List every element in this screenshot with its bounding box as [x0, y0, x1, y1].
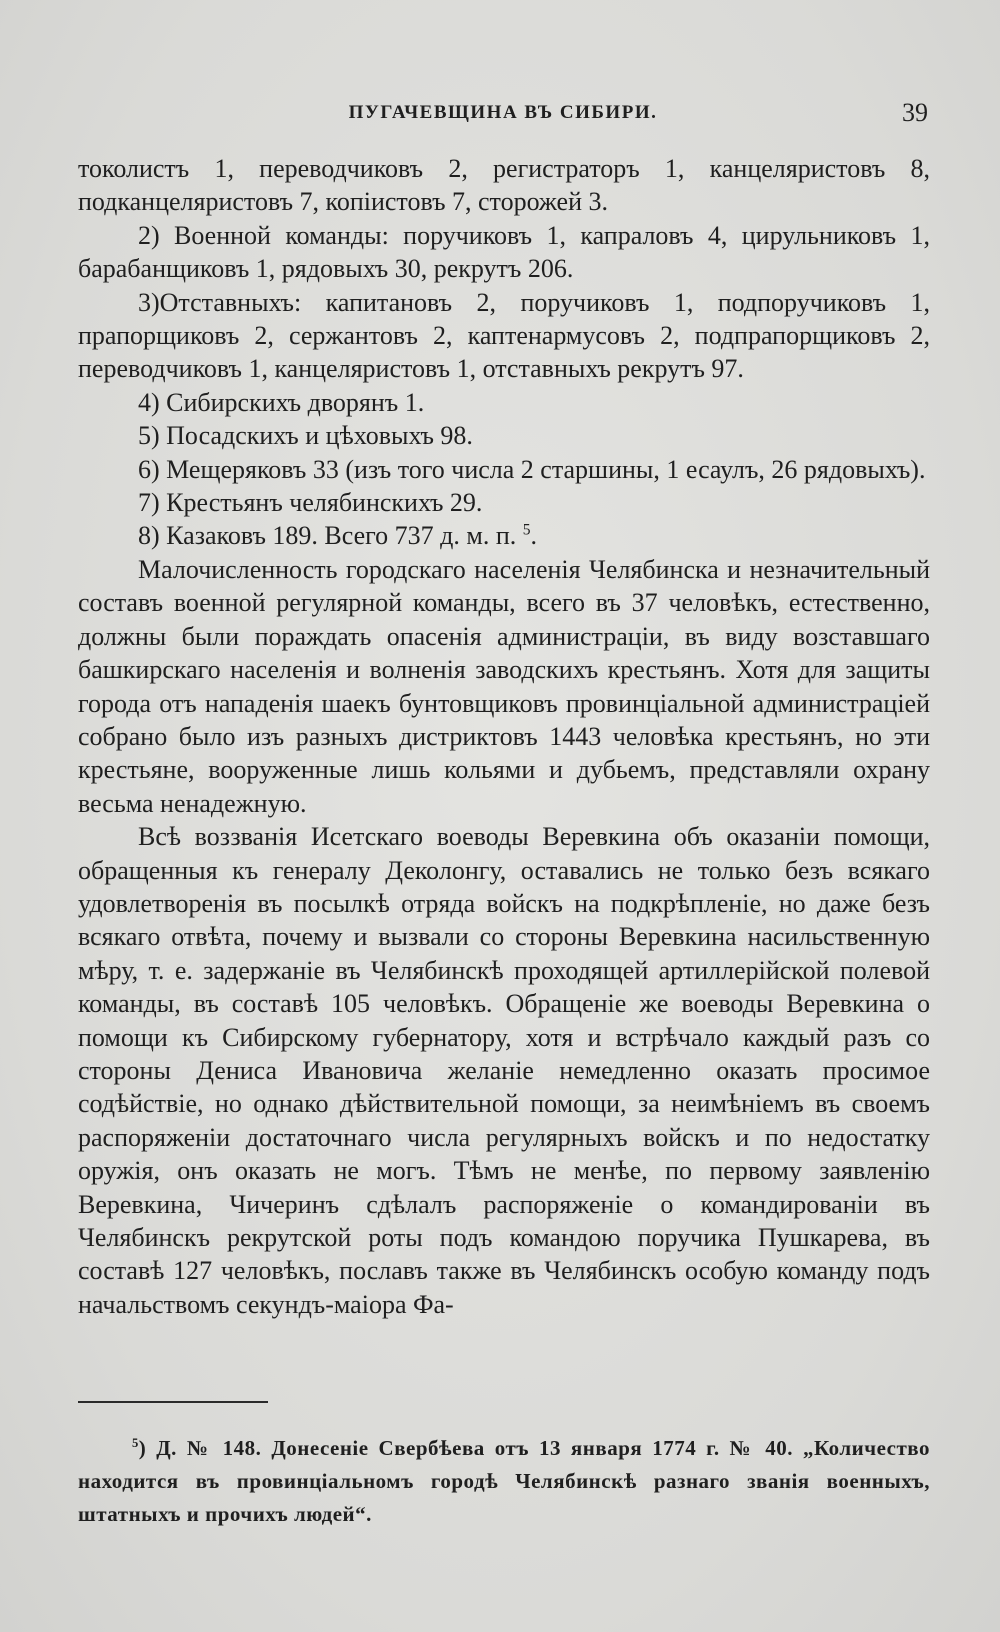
footnote-reference[interactable]: 5	[522, 521, 531, 539]
list-item-8-end: .	[530, 521, 538, 551]
list-item-8-text: 8) Казаковъ 189. Всего 737 д. м. п.	[138, 521, 517, 551]
list-item: 6) Мещеряковъ 33 (изъ того числа 2 старшины, 1 есаулъ, 26 рядовыхъ).	[138, 454, 926, 484]
list-item: 7) Крестьянъ челябинскихъ 29.	[138, 488, 483, 518]
running-title: ПУГАЧЕВЩИНА ВЪ СИБИРИ.	[348, 102, 658, 123]
footnote-marker: 5	[132, 1436, 139, 1450]
list-item-8	[78, 519, 930, 552]
paragraph: Малочисленность городскаго населенiя Челябинска и незначительный составъ военной регулярной команды, всего въ 37 человѣкъ, естественно, должны были пораждать опасенiя администрацiи, въ виду возставшаго башкирскаго населенiя и волненiя заводскихъ крестьянъ. Хотя для защиты города отъ нападенiя шаекъ бунтовщиковъ провинцiальной администрацiей собрано было изъ разныхъ дистриктовъ 1443 человѣка крестьянъ, но эти крестьяне, вооруженные лишь кольями и дубьемъ, представляли охрану весьма ненадежную.	[78, 554, 930, 818]
continuation-paragraph: токолистъ 1, переводчиковъ 2, регистраторъ 1, канцеляристовъ 8, подканцеляристовъ 7, копiистовъ 7, сторожей 3.	[78, 154, 930, 217]
paragraph: Всѣ воззванiя Исетскаго воеводы Веревкина объ оказанiи помощи, обращенныя къ генералу Деколонгу, оставались не только безъ всякаго удовлетворенiя въ посылкѣ отряда войскъ на подкрѣпленiе, но даже безъ всякаго отвѣта, почему и вызвали со стороны Веревкина насильственную мѣру, т. е. задержанiе въ Челябинскѣ проходящей артиллерiйской полевой команды, въ составѣ 105 человѣкъ. Обращенiе же воеводы Веревкина о помощи къ Сибирскому губернатору, хотя и встрѣчало каждый разъ со стороны Дениса Ивановича желанiе немедленно оказать просимое содѣйствiе, но однако дѣйствительной помощи, за неимѣнiемъ въ своемъ распоряженiи достаточнаго числа регулярныхъ войскъ и по недостатку оружiя, онъ оказать не могъ. Тѣмъ не менѣе, по первому заявленiю Веревкина, Чичеринъ сдѣлалъ распоряженiе о командированiи въ Челябинскъ рекрутской роты подъ командою поручика Пушкарева, въ составѣ 127 человѣкъ, пославъ также въ Челябинскъ особую команду подъ начальствомъ секундъ-маiора Фа-	[78, 822, 930, 1319]
list-item: 4) Сибирскихъ дворянъ 1.	[138, 387, 425, 417]
list-item: 5) Посадскихъ и цѣховыхъ 98.	[138, 421, 473, 451]
footnote-text: ) Д. № 148. Донесенiе Свербѣева отъ 13 января 1774 г. № 40. „Количество находится въ провинцiальномъ городѣ Челябинскѣ разнаго званiя военныхъ, штатныхъ и прочихъ людей“.	[78, 1436, 930, 1526]
page-header	[78, 100, 928, 136]
list-item: 3)Отставныхъ: капитановъ 2, поручиковъ 1, подпоручиковъ 1, прапорщиковъ 2, сержантовъ 2, каптенармусовъ 2, подпрапорщиковъ 2, переводчиковъ 1, канцеляристовъ 1, отставныхъ рекрутъ 97.	[78, 287, 930, 384]
list-item: 2) Военной команды: поручиковъ 1, капраловъ 4, цирульниковъ 1, барабанщиковъ 1, рядовыхъ 30, рекрутъ 206.	[78, 220, 930, 284]
footnote	[78, 1432, 930, 1531]
footnotes	[78, 1432, 930, 1531]
body-text	[78, 152, 930, 1321]
footnote-divider	[78, 1401, 268, 1403]
page-number: 39	[902, 98, 928, 127]
